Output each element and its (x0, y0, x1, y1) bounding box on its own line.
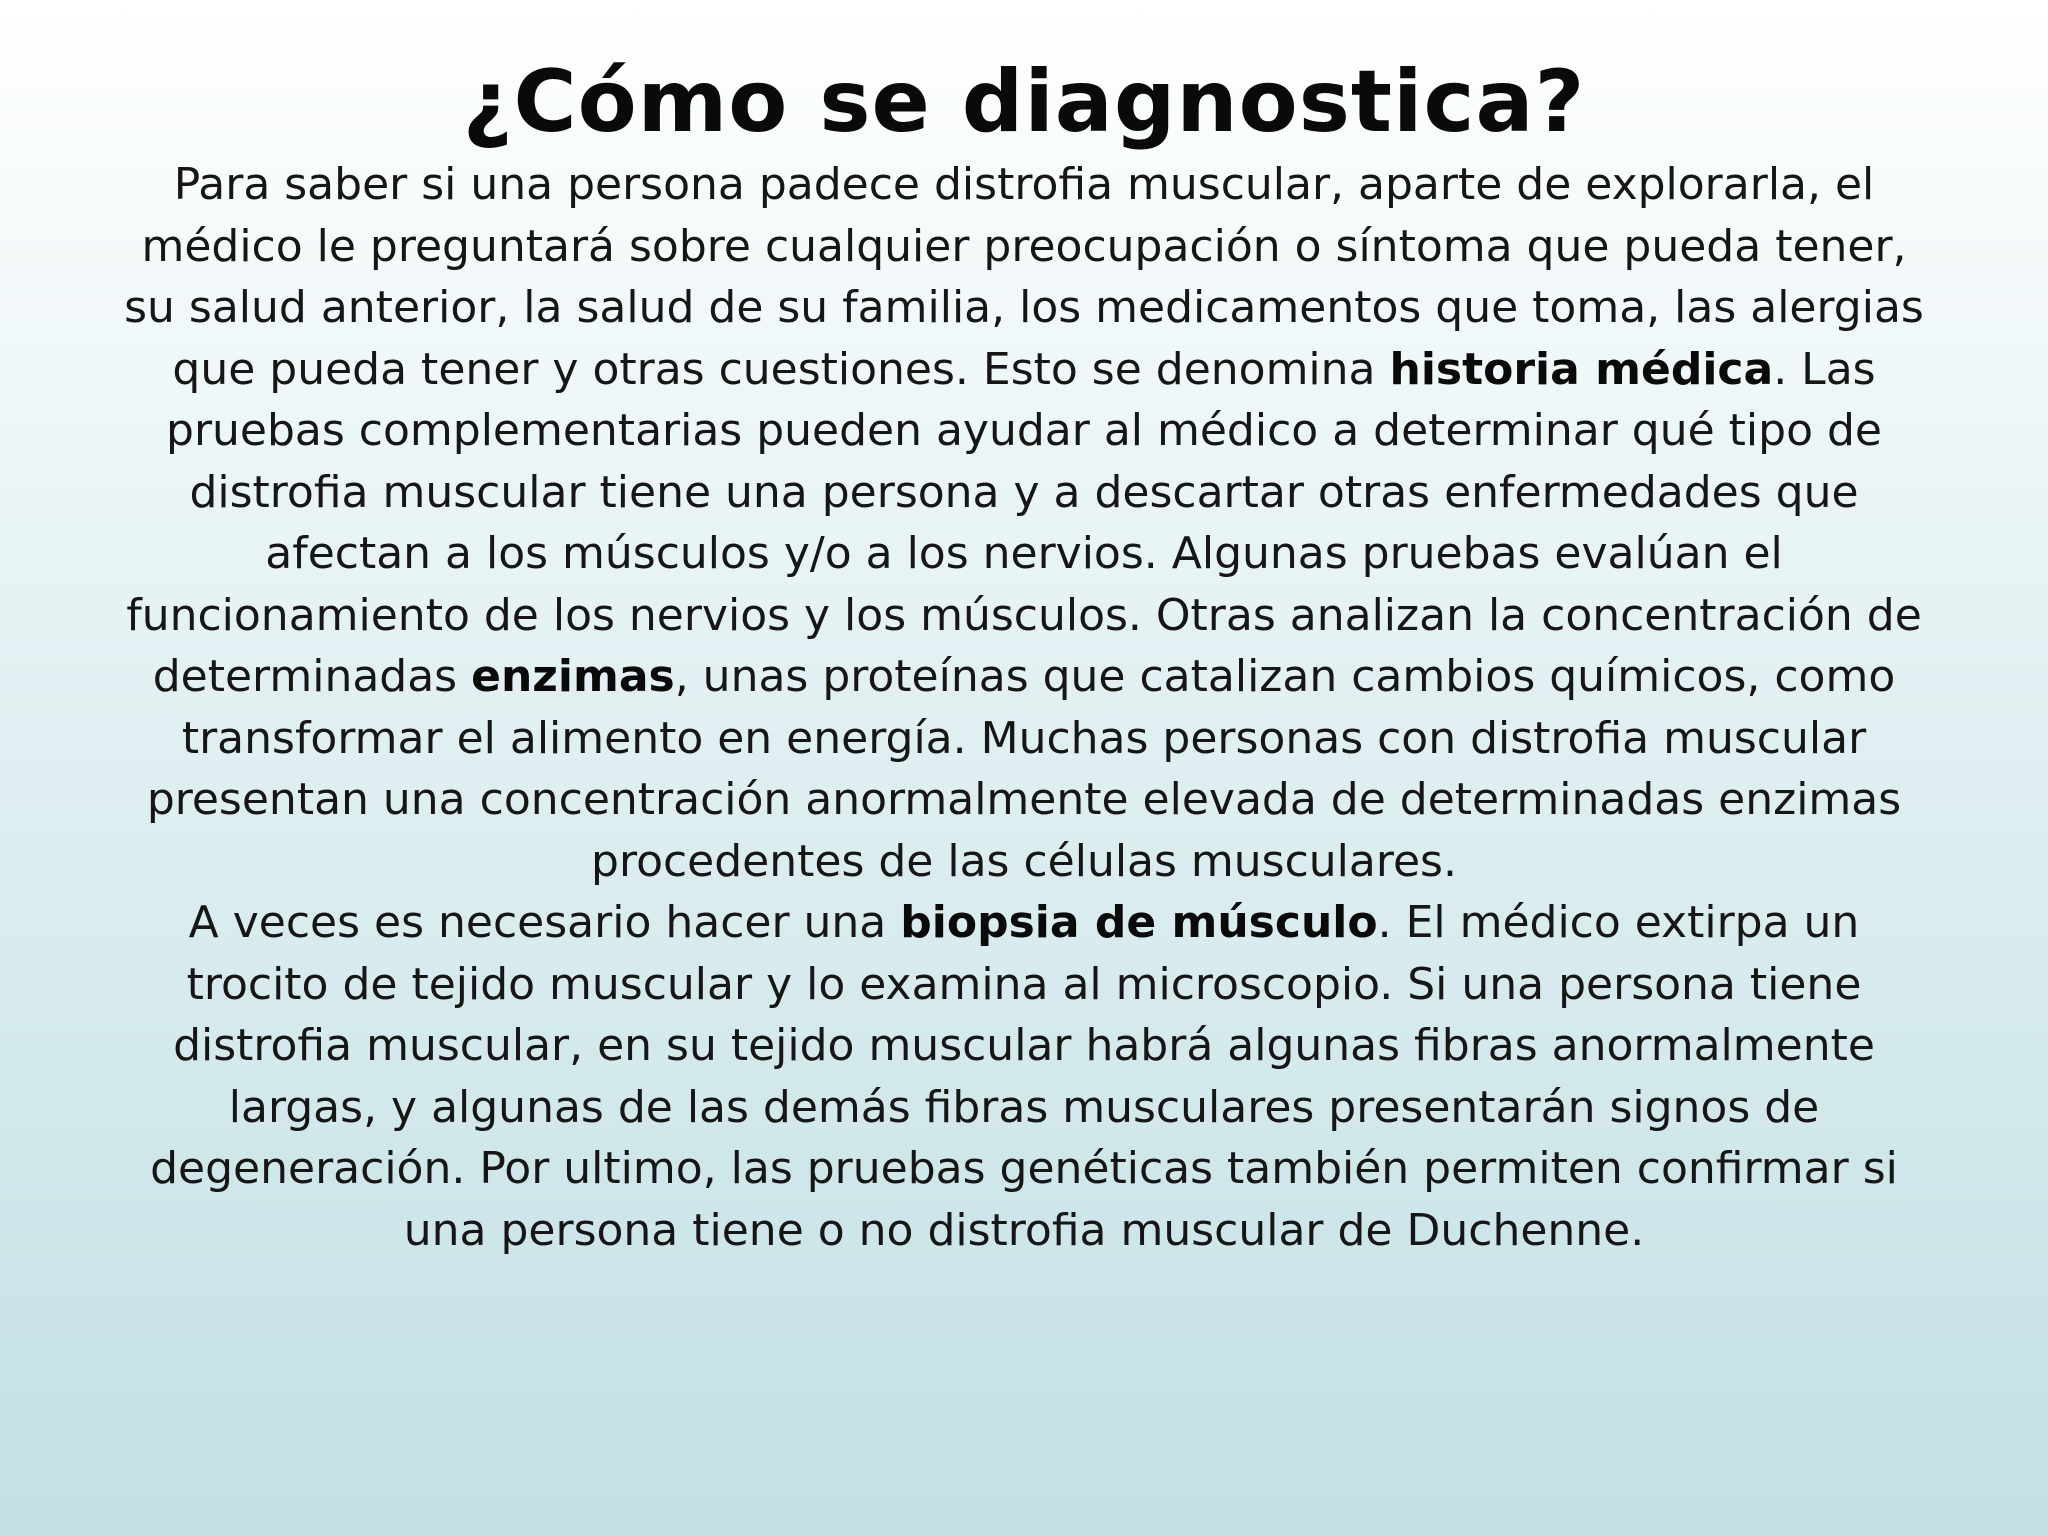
paragraph-biopsy (120, 892, 1928, 1261)
paragraph-1-text-b: . Las pruebas complementarias pueden ayudar al médico a determinar qué tipo de distrofia muscular tiene una persona y a descartar otras enfermedades que afectan a los músculos y/o a los nervios. Algunas pruebas evalúan el funcionamiento de los nervios y los músculos. Otras analizan la concentración de determinadas (126, 343, 1922, 702)
slide-title: ¿Cómo se diagnostica? (462, 52, 1586, 152)
paragraph-2-text-b: . El médico extirpa un trocito de tejido muscular y lo examina al microscopio. Si una persona tiene distrofia muscular, en su tejido muscular habrá algunas fibras anormalmente largas, y algunas de las demás fibras musculares presentarán signos de degeneración. Por ultimo, las pruebas genéticas también permiten confirmar si una persona tiene o no distrofia muscular de Duchenne. (150, 897, 1898, 1256)
paragraph-1-text-c: , unas proteínas que catalizan cambios químicos, como transformar el alimento en energía. Muchas personas con distrofia muscular presentan una concentración anormalmente elevada de determinadas enzimas procedentes de las células musculares. (146, 651, 1902, 887)
paragraph-1-text-a: Para saber si una persona padece distrofia muscular, aparte de explorarla, el médico le preguntará sobre cualquier preocupación o síntoma que pueda tener, su salud anterior, la salud de su familia, los medicamentos que toma, las alergias que pueda tener y otras cuestiones. Esto se denomina (124, 159, 1924, 395)
term-biopsia-de-musculo: biopsia de músculo (900, 897, 1378, 948)
term-enzimas: enzimas (471, 651, 675, 702)
paragraph-2-text-a: A veces es necesario hacer una (188, 897, 901, 948)
paragraph-diagnosis (120, 154, 1928, 892)
term-historia-medica: historia médica (1389, 343, 1774, 395)
